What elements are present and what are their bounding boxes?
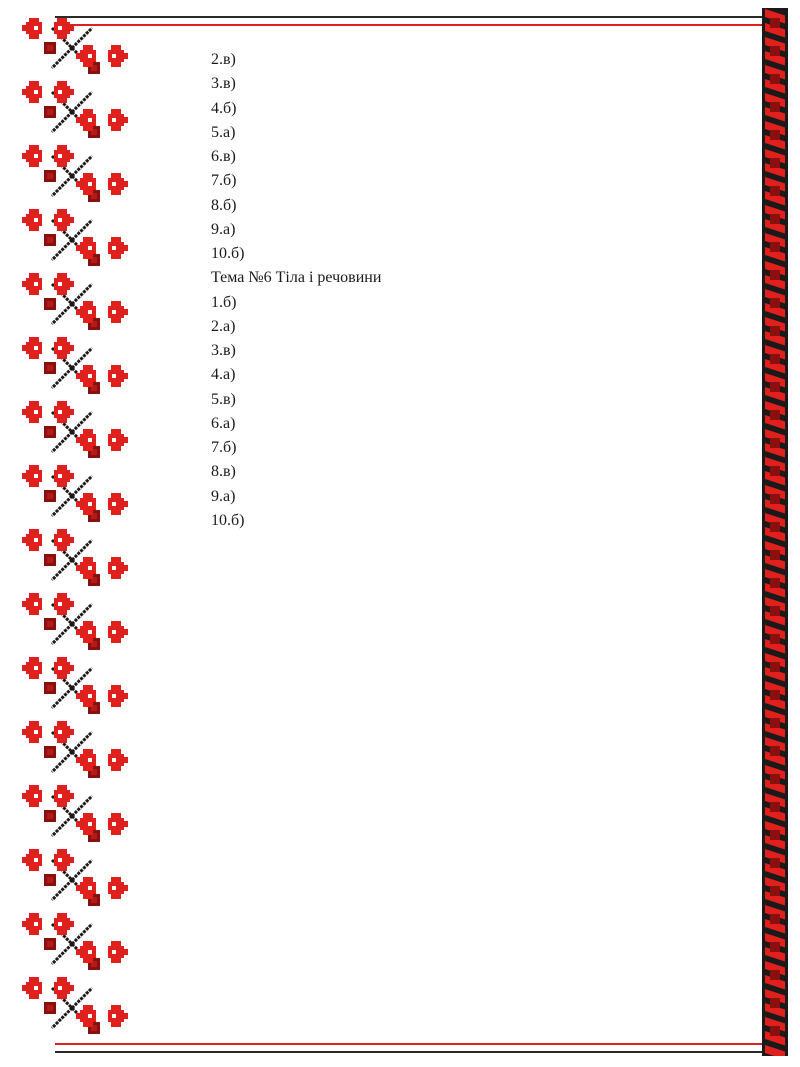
answer-line: 2.а) <box>211 317 236 335</box>
answer-line: 7.б) <box>211 439 237 456</box>
frame-top-dark-line <box>55 16 765 18</box>
answer-line: 6.а) <box>211 414 236 432</box>
answer-line: 9.а) <box>211 487 236 505</box>
embroidery-right-border <box>762 8 788 1056</box>
embroidery-left-border <box>14 18 130 1054</box>
answer-line: 9.а) <box>211 220 236 238</box>
answer-line: 5.в) <box>211 390 236 408</box>
answer-line: 4.б) <box>211 99 237 117</box>
answer-line: 8.в) <box>211 463 236 481</box>
answer-line: 2.в) <box>211 51 236 68</box>
answer-line: 7.б) <box>211 172 237 190</box>
answer-line: 3.в) <box>211 75 236 93</box>
answer-line: 10.б) <box>211 511 245 529</box>
answer-line: 4.а) <box>211 366 236 384</box>
answer-list <box>211 48 381 533</box>
answer-line: 6.в) <box>211 148 236 165</box>
answer-line: 3.в) <box>211 342 236 359</box>
frame-bottom-dark-line <box>55 1051 765 1053</box>
frame-top-red-line <box>55 24 765 26</box>
answer-line: 1.б) <box>211 293 237 311</box>
answer-line: 10.б) <box>211 245 245 262</box>
section-heading: Тема №6 Тіла і речовини <box>211 269 382 287</box>
answer-line: 5.а) <box>211 123 236 141</box>
answer-line: 8.б) <box>211 196 237 214</box>
frame-bottom-red-line <box>55 1043 765 1045</box>
